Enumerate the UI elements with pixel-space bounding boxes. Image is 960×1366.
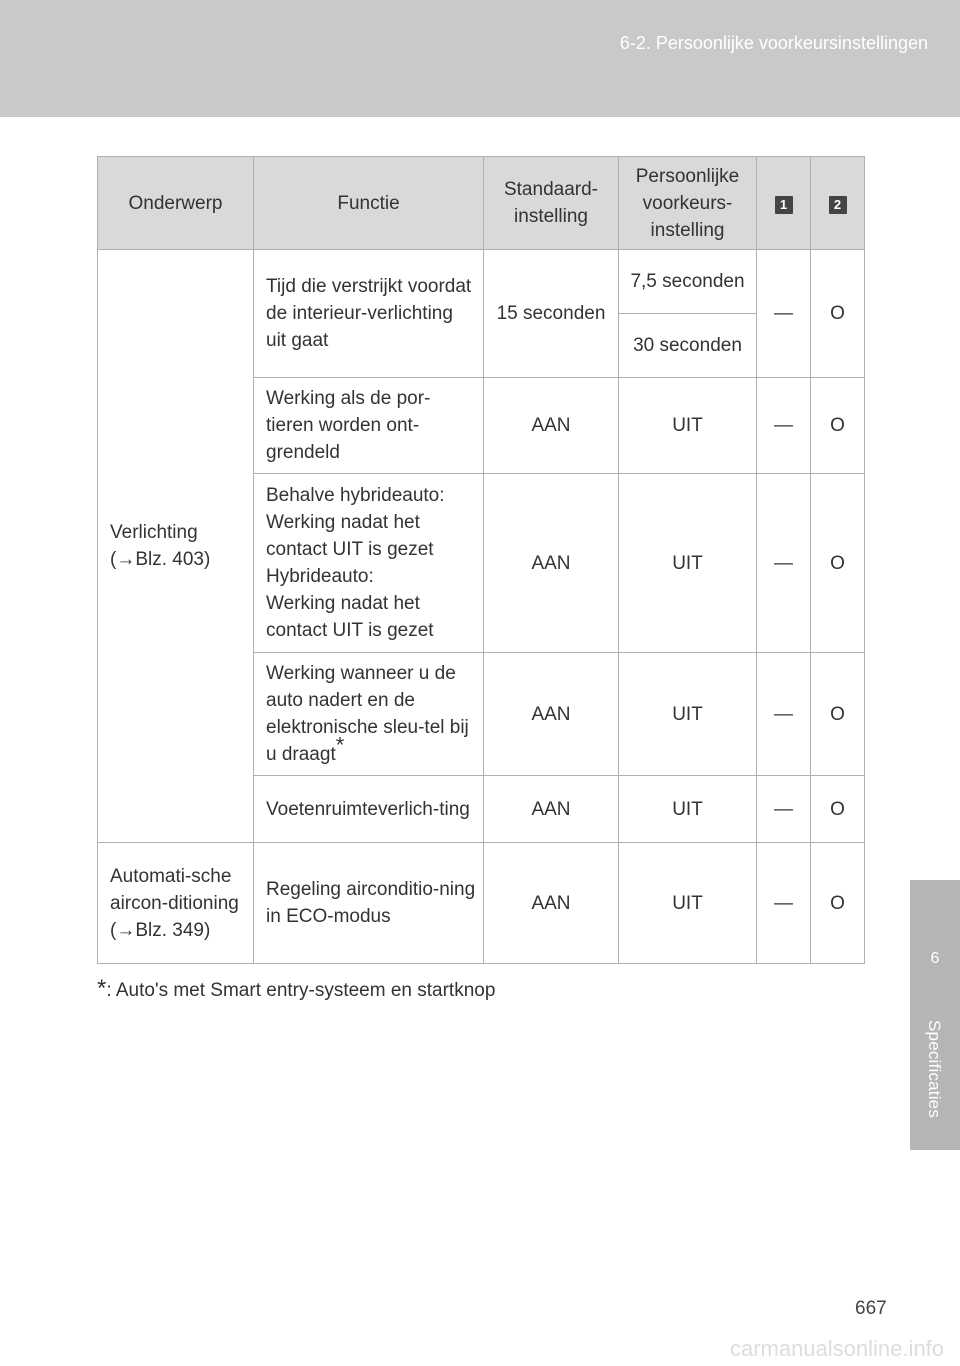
header-custom: Persoonlijke voorkeurs-instelling xyxy=(619,157,757,250)
subject-lighting-name: Verlichting xyxy=(110,522,198,543)
col1-cell: — xyxy=(757,250,811,378)
col1-cell: — xyxy=(757,843,811,964)
function-line: Werking nadat het xyxy=(266,512,420,533)
default-cell: 15 seconden xyxy=(484,250,619,378)
page-number: 667 xyxy=(855,1298,887,1319)
custom-cell: 7,5 seconden xyxy=(619,250,757,314)
col1-cell: — xyxy=(757,474,811,653)
custom-cell: UIT xyxy=(619,474,757,653)
table-row xyxy=(98,843,865,964)
default-cell: AAN xyxy=(484,474,619,653)
function-line: Werking nadat het xyxy=(266,593,420,614)
subject-aircon: Automati-sche aircon-ditioning (→Blz. 349) xyxy=(98,843,254,964)
table-row xyxy=(98,250,865,314)
custom-cell: 30 seconden xyxy=(619,314,757,378)
header-function: Functie xyxy=(254,157,484,250)
chapter-number: 6 xyxy=(930,950,940,967)
settings-table xyxy=(97,156,865,964)
header-bar xyxy=(0,0,960,117)
footnote xyxy=(97,975,495,1003)
footnote-star: * xyxy=(97,975,107,1002)
footnote-marker: * xyxy=(335,732,345,758)
function-line: Hybrideauto: xyxy=(266,566,374,587)
col2-cell: O xyxy=(811,474,865,653)
function-cell xyxy=(254,474,484,653)
default-cell: AAN xyxy=(484,843,619,964)
custom-cell: UIT xyxy=(619,843,757,964)
col1-cell: — xyxy=(757,378,811,474)
col2-cell: O xyxy=(811,250,865,378)
header-col1 xyxy=(757,157,811,250)
watermark: carmanualsonline.info xyxy=(729,1336,944,1361)
chapter-tab[interactable] xyxy=(910,880,960,1150)
col2-cell: O xyxy=(811,776,865,843)
number-2-icon: 2 xyxy=(829,196,847,214)
default-cell: AAN xyxy=(484,378,619,474)
subject-lighting-ref: (→Blz. 403) xyxy=(110,549,211,570)
custom-cell: UIT xyxy=(619,776,757,843)
subject-lighting xyxy=(98,250,254,843)
function-text: Werking wanneer u de auto nadert en de elektronische sleu-tel bij u draagt xyxy=(266,663,469,765)
header-subject: Onderwerp xyxy=(98,157,254,250)
col2-cell: O xyxy=(811,653,865,776)
footnote-text: : Auto's met Smart entry-systeem en startknop xyxy=(106,980,496,1001)
header-default: Standaard-instelling xyxy=(484,157,619,250)
col2-cell: O xyxy=(811,843,865,964)
custom-cell: UIT xyxy=(619,653,757,776)
number-1-icon: 1 xyxy=(775,196,793,214)
function-line: contact UIT is gezet xyxy=(266,620,434,641)
function-cell xyxy=(254,653,484,776)
function-cell: Voetenruimteverlich-ting xyxy=(254,776,484,843)
default-cell: AAN xyxy=(484,776,619,843)
function-line: Behalve hybrideauto: xyxy=(266,485,445,506)
chapter-label: Specificaties xyxy=(925,1020,944,1119)
table-header-row xyxy=(98,157,865,250)
function-line: contact UIT is gezet xyxy=(266,539,434,560)
col2-cell: O xyxy=(811,378,865,474)
custom-cell: UIT xyxy=(619,378,757,474)
section-title: 6-2. Persoonlijke voorkeursinstellingen xyxy=(619,33,928,53)
col1-cell: — xyxy=(757,653,811,776)
col1-cell: — xyxy=(757,776,811,843)
default-cell: AAN xyxy=(484,653,619,776)
header-col2 xyxy=(811,157,865,250)
function-cell: Werking als de por-tieren worden ont-grendeld xyxy=(254,378,484,474)
function-cell: Regeling airconditio-ning in ECO-modus xyxy=(254,843,484,964)
function-cell: Tijd die verstrijkt voordat de interieur-verlichting uit gaat xyxy=(254,250,484,378)
